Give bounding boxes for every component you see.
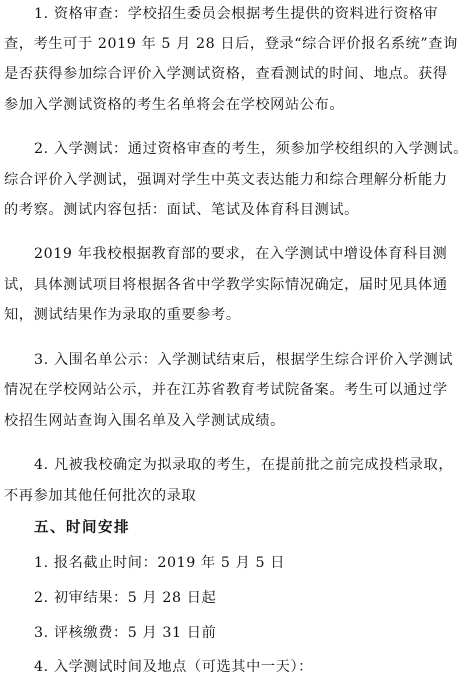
- paragraph-4-line-3: 校招生网站查询入围名单及入学测试成绩。: [4, 413, 285, 429]
- paragraph-3-line-1: 2019 年我校根据教育部的要求，在入学测试中增设体育科目测: [34, 246, 448, 262]
- paragraph-4-line-2: 情况在学校网站公示，并在江苏省教育考试院备案。考生可以通过学: [4, 382, 448, 398]
- paragraph-5-line-2: 不再参加其他任何批次的录取: [4, 488, 197, 504]
- paragraph-3-line-3: 知，测试结果作为录取的重要参考。: [4, 307, 241, 323]
- paragraph-1-line-1: 1. 资格审查：学校招生委员会根据考生提供的资料进行资格审: [34, 6, 439, 22]
- schedule-item-3: 3. 评核缴费：5 月 31 日前: [34, 625, 217, 641]
- schedule-item-2: 2. 初审结果：5 月 28 日起: [34, 590, 217, 606]
- schedule-item-4: 4. 入学测试时间及地点（可选其中一天）：: [34, 659, 313, 675]
- paragraph-4-line-1: 3. 入围名单公示：入学测试结束后，根据学生综合评价入学测试: [34, 352, 454, 368]
- paragraph-1-line-2: 查，考生可于 2019 年 5 月 28 日后，登录“综合评价报名系统”查询: [4, 36, 458, 52]
- paragraph-1-line-3: 是否获得参加综合评价入学测试资格，查看测试的时间、地点。获得: [4, 66, 448, 82]
- schedule-item-1: 1. 报名截止时间：2019 年 5 月 5 日: [34, 555, 286, 571]
- paragraph-3-line-2: 试，具体测试项目将根据各省中学教学实际情况确定，届时见具体通: [4, 277, 448, 293]
- paragraph-5-line-1: 4. 凡被我校确定为拟录取的考生，在提前批之前完成投档录取，: [34, 457, 454, 473]
- paragraph-2-line-1: 2. 入学测试：通过资格审查的考生，须参加学校组织的入学测试。: [34, 141, 468, 157]
- section-heading: 五、时间安排: [34, 520, 130, 536]
- paragraph-2-line-2: 综合评价入学测试，强调对学生中英文表达能力和综合理解分析能力: [4, 172, 448, 188]
- paragraph-1-line-4: 参加入学测试资格的考生名单将会在学校网站公布。: [4, 97, 345, 113]
- paragraph-2-line-3: 的考察。测试内容包括：面试、笔试及体育科目测试。: [4, 202, 359, 218]
